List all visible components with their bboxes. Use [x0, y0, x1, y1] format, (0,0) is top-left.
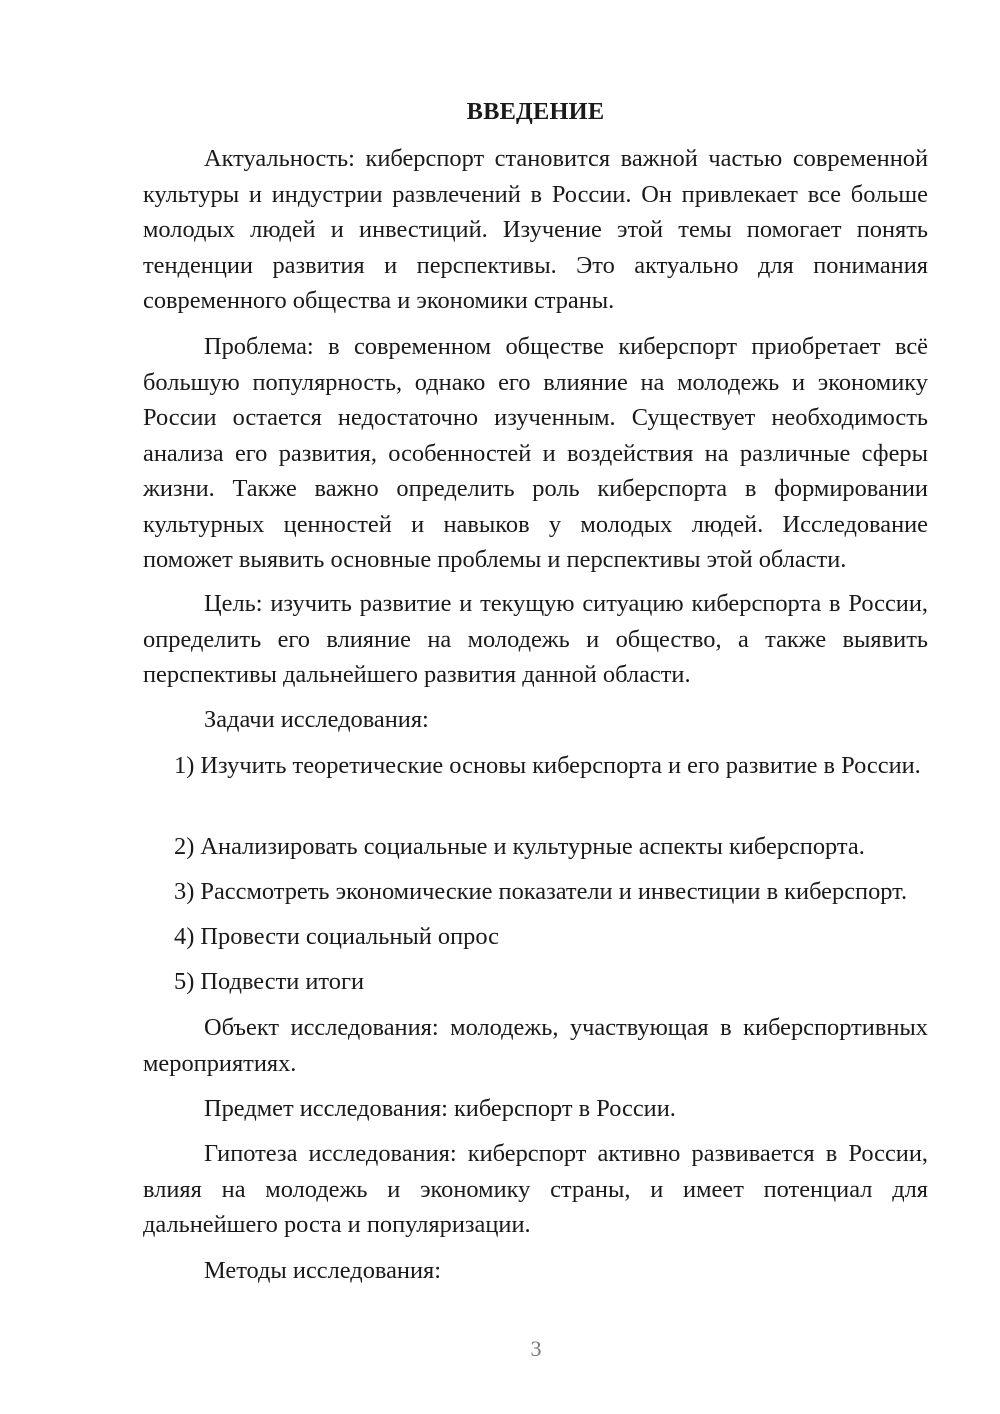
page-title: ВВЕДЕНИЕ: [466, 98, 605, 125]
tasks-heading: Задачи исследования:: [204, 706, 429, 733]
page-number: 3: [530, 1336, 542, 1361]
paragraph-object: Объект исследования: молодежь, участвующая в киберспортивных мероприятиях.: [143, 1014, 928, 1077]
task-item-1: 1) Изучить теоретические основы киберспорта и его развитие в России.: [174, 752, 921, 779]
paragraph-subject: Предмет исследования: киберспорт в России.: [204, 1095, 676, 1122]
paragraph-problem: Проблема: в современном обществе киберспорт приобретает всё большую популярность, однако его влияние на молодежь и экономику России остается недостаточно изученным. Существует необходимость анализа его развития, особенностей и воздействия на различные сферы жизни. Также важно определить роль киберспорта в формировании культурных ценностей и навыков у молодых людей. Исследование поможет выявить основные проблемы и перспективы этой области.: [143, 333, 928, 573]
task-item-4: 4) Провести социальный опрос: [174, 923, 499, 950]
paragraph-relevance: Актуальность: киберспорт становится важной частью современной культуры и индустрии развлечений в России. Он привлекает все больше молодых людей и инвестиций. Изучение этой темы помогает понять тенденции развития и перспективы. Это актуально для понимания современного общества и экономики страны.: [143, 145, 928, 314]
paragraph-goal: Цель: изучить развитие и текущую ситуацию киберспорта в России, определить его влияние на молодежь и общество, а также выявить перспективы дальнейшего развития данной области.: [143, 590, 928, 688]
task-item-2: 2) Анализировать социальные и культурные аспекты киберспорта.: [174, 833, 865, 860]
task-item-3: 3) Рассмотреть экономические показатели и инвестиции в киберспорт.: [174, 878, 908, 905]
methods-heading: Методы исследования:: [204, 1257, 442, 1284]
task-item-5: 5) Подвести итоги: [174, 968, 365, 995]
paragraph-hypothesis: Гипотеза исследования: киберспорт активно развивается в России, влияя на молодежь и экономику страны, и имеет потенциал для дальнейшего роста и популяризации.: [143, 1140, 928, 1238]
